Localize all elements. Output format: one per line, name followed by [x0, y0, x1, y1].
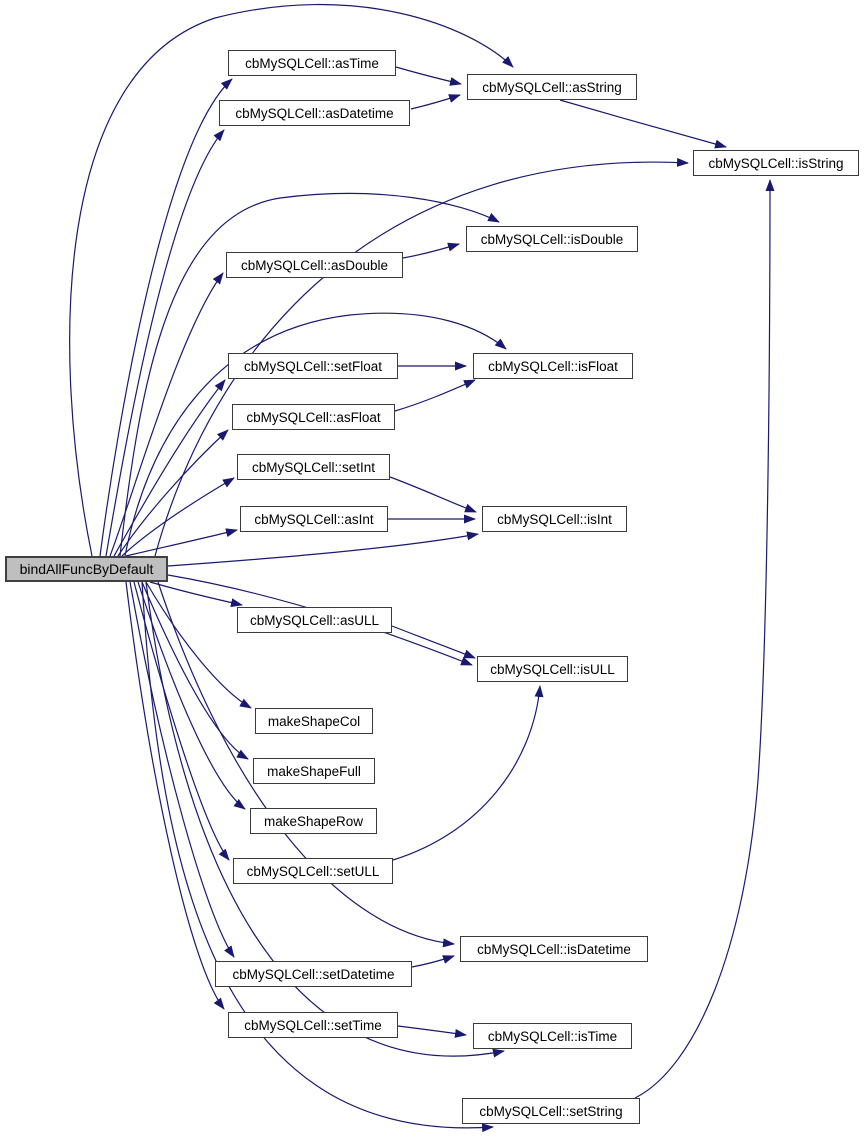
node-isDatetime[interactable]: cbMySQLCell::isDatetime: [460, 936, 648, 962]
edge-bind-to-asInt: [126, 530, 237, 556]
edge-asString-to-isString: [560, 100, 726, 147]
edge-asDatetime-to-asString: [411, 95, 460, 109]
node-setInt[interactable]: cbMySQLCell::setInt: [237, 454, 390, 480]
node-asDatetime[interactable]: cbMySQLCell::asDatetime: [219, 100, 410, 126]
node-isString[interactable]: cbMySQLCell::isString: [693, 150, 859, 176]
edge-bind-to-makeShapeCol: [146, 582, 251, 708]
edge-asFloat-to-isFloat: [395, 380, 475, 411]
edge-setDatetime-to-isDatetime: [412, 956, 454, 967]
node-asInt[interactable]: cbMySQLCell::asInt: [240, 506, 388, 532]
edge-setString-to-isString: [635, 180, 770, 1098]
node-makeShapeFull[interactable]: makeShapeFull: [253, 758, 375, 784]
node-asULL[interactable]: cbMySQLCell::asULL: [237, 607, 392, 633]
node-setDatetime[interactable]: cbMySQLCell::setDatetime: [215, 961, 412, 987]
edge-setTime-to-isTime: [398, 1026, 466, 1035]
node-setULL[interactable]: cbMySQLCell::setULL: [233, 858, 393, 884]
edge-bind-to-setString: [142, 582, 493, 1128]
node-isFloat[interactable]: cbMySQLCell::isFloat: [473, 353, 633, 379]
node-asDouble[interactable]: cbMySQLCell::asDouble: [226, 252, 403, 278]
node-isInt[interactable]: cbMySQLCell::isInt: [482, 506, 627, 532]
node-setFloat[interactable]: cbMySQLCell::setFloat: [228, 353, 398, 379]
node-isULL[interactable]: cbMySQLCell::isULL: [477, 656, 628, 682]
node-isTime[interactable]: cbMySQLCell::isTime: [473, 1023, 632, 1049]
node-isDouble[interactable]: cbMySQLCell::isDouble: [466, 226, 638, 252]
node-makeShapeCol[interactable]: makeShapeCol: [255, 708, 373, 734]
edge-setULL-to-isULL: [393, 686, 540, 860]
node-setTime[interactable]: cbMySQLCell::setTime: [228, 1012, 398, 1038]
edge-asTime-to-asString: [396, 67, 461, 84]
edge-bind-to-asULL: [150, 582, 242, 605]
edge-asDouble-to-isDouble: [403, 244, 459, 258]
node-setString[interactable]: cbMySQLCell::setString: [462, 1098, 640, 1124]
node-makeShapeRow[interactable]: makeShapeRow: [250, 808, 377, 834]
node-asTime[interactable]: cbMySQLCell::asTime: [228, 50, 396, 76]
node-bindAllFuncByDefault[interactable]: bindAllFuncByDefault: [5, 556, 168, 582]
edge-setInt-to-isInt: [390, 477, 476, 512]
edge-asULL-to-isULL: [392, 626, 475, 658]
node-asFloat[interactable]: cbMySQLCell::asFloat: [232, 404, 395, 430]
edge-bind-to-isInt: [168, 534, 478, 566]
edge-bind-to-asDatetime: [106, 130, 224, 556]
node-asString[interactable]: cbMySQLCell::asString: [467, 74, 637, 100]
